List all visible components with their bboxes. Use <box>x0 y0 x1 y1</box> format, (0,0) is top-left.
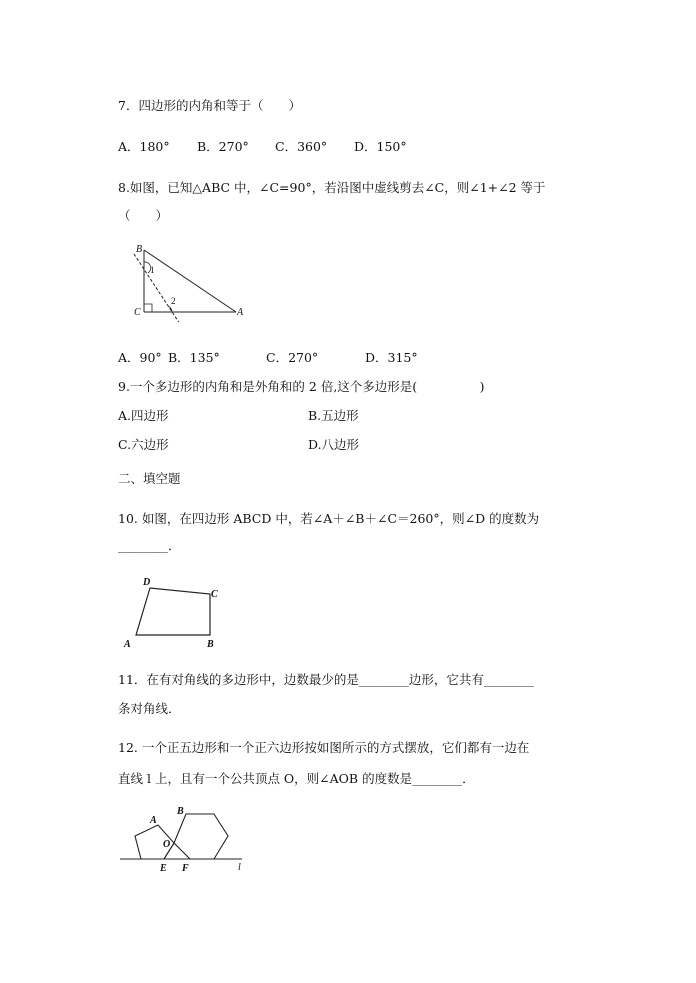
q12-label-b: B <box>177 806 184 817</box>
q9-option-d: D.八边形 <box>308 437 360 452</box>
section-title: 二、填空题 <box>118 471 181 486</box>
q7-option-c: C．360° <box>275 139 328 154</box>
q12-polygons-figure <box>118 800 258 880</box>
q8-option-b: B．135° <box>168 350 220 365</box>
q7-option-b: B．270° <box>197 139 249 154</box>
q8-side-ab <box>144 250 236 312</box>
q12-label-e: E <box>160 863 167 874</box>
q10-label-a: A <box>124 639 131 650</box>
q10-stem: 10. 如图，在四边形 ABCD 中，若∠A＋∠B＋∠C＝260°，则∠D 的度数为 <box>118 511 540 526</box>
q11-line-2: 条对角线． <box>118 701 181 716</box>
q12-line-2: 直线 l 上，且有一个公共顶点 O，则∠AOB 的度数是________． <box>118 771 475 786</box>
q10-label-c: C <box>211 589 218 600</box>
q8-label-c: C <box>134 307 141 318</box>
q9-option-b: B.五边形 <box>308 408 359 423</box>
q12-label-f: F <box>182 863 189 874</box>
q9-option-a: A.四边形 <box>118 408 169 423</box>
q12-hexagon <box>174 814 228 859</box>
q8-option-d: D．315° <box>365 350 418 365</box>
q8-answer-paren: （ ） <box>118 208 169 223</box>
q12-label-o: O <box>163 839 171 850</box>
q11-line-1: 11．在有对角线的多边形中，边数最少的是________边形，它共有________ <box>118 672 534 687</box>
q10-label-b: B <box>207 639 214 650</box>
q7-option-a: A．180° <box>118 139 170 154</box>
q8-option-c: C．270° <box>266 350 319 365</box>
q8-stem: 8.如图，已知△ABC 中，∠C=90°，若沿图中虚线剪去∠C，则∠1+∠2 等于 <box>118 180 546 195</box>
q8-label-1: 1 <box>150 265 155 275</box>
q7-option-d: D．150° <box>354 139 407 154</box>
q7-stem: 7．四边形的内角和等于（ ） <box>118 98 301 113</box>
q10-answer-blank: ________． <box>118 538 181 553</box>
q8-right-angle-mark <box>144 304 152 312</box>
q8-option-a: A．90° <box>118 350 162 365</box>
q10-quadrilateral <box>136 588 210 635</box>
q8-label-b: B <box>136 244 143 255</box>
q9-option-c: C.六边形 <box>118 437 169 452</box>
q8-label-a: A <box>237 307 244 318</box>
q10-quadrilateral-figure <box>120 572 226 652</box>
q8-triangle-figure <box>126 240 250 322</box>
q12-label-l: l <box>238 862 241 873</box>
q12-line-1: 12. 一个正五边形和一个正六边形按如图所示的方式摆放，它们都有一边在 <box>118 740 530 755</box>
q8-label-2: 2 <box>171 296 176 306</box>
q10-label-d: D <box>143 577 151 588</box>
q12-label-a: A <box>150 815 157 826</box>
q9-stem: 9.一个多边形的内角和是外角和的 2 倍,这个多边形是( ) <box>118 379 485 394</box>
